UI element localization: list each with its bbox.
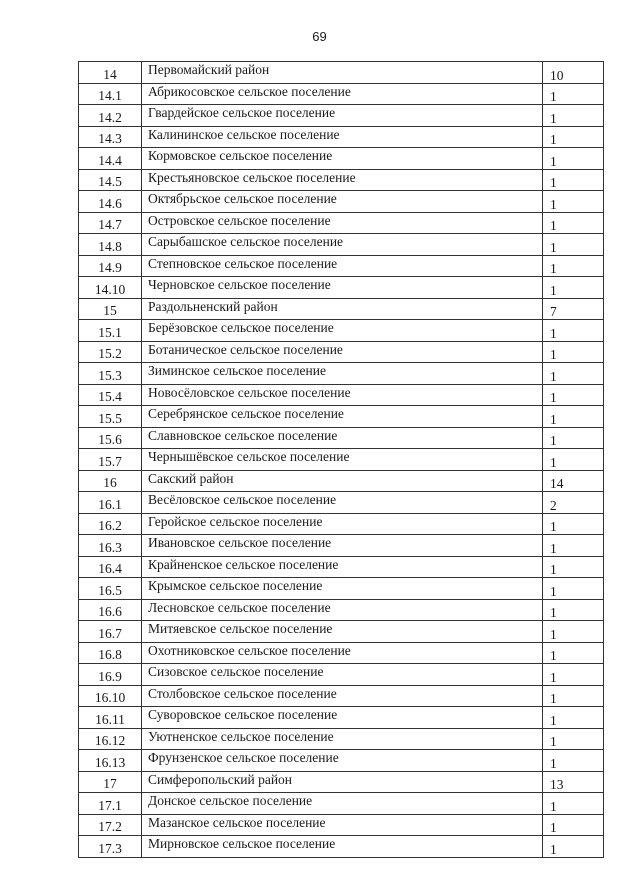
row-number-cell: 16.8: [79, 642, 142, 664]
row-number-cell: 14.1: [79, 83, 142, 105]
row-name-cell: Берёзовское сельское поселение: [142, 320, 543, 342]
row-count-cell: 1: [543, 793, 604, 815]
row-count-cell: 1: [543, 320, 604, 342]
table-row: [79, 427, 604, 449]
row-number-cell: 16.4: [79, 556, 142, 578]
row-name-cell: Симферопольский район: [142, 771, 543, 793]
row-number-cell: 16.3: [79, 535, 142, 557]
row-name-cell: Кормовское сельское поселение: [142, 148, 543, 170]
row-count-cell: 1: [543, 836, 604, 858]
table-row: [79, 341, 604, 363]
row-name-cell: Первомайский район: [142, 62, 543, 84]
row-name-cell: Мазанское сельское поселение: [142, 814, 543, 836]
row-number-cell: 15.5: [79, 406, 142, 428]
row-count-cell: 2: [543, 492, 604, 514]
row-number-cell: 14.9: [79, 255, 142, 277]
table-row: [79, 169, 604, 191]
row-count-cell: 1: [543, 685, 604, 707]
row-count-cell: 1: [543, 148, 604, 170]
table-body: [79, 62, 604, 858]
table-row: [79, 255, 604, 277]
row-number-cell: 14.3: [79, 126, 142, 148]
row-count-cell: 1: [543, 513, 604, 535]
row-count-cell: 1: [543, 83, 604, 105]
row-number-cell: 16.13: [79, 750, 142, 772]
row-count-cell: 1: [543, 578, 604, 600]
row-count-cell: 1: [543, 556, 604, 578]
table-row: [79, 492, 604, 514]
row-count-cell: 1: [543, 105, 604, 127]
row-name-cell: Крайненское сельское поселение: [142, 556, 543, 578]
row-name-cell: Ботаническое сельское поселение: [142, 341, 543, 363]
row-number-cell: 14.7: [79, 212, 142, 234]
row-number-cell: 14.8: [79, 234, 142, 256]
row-name-cell: Раздольненский район: [142, 298, 543, 320]
row-number-cell: 16.12: [79, 728, 142, 750]
row-name-cell: Чернышёвское сельское поселение: [142, 449, 543, 471]
row-count-cell: 1: [543, 728, 604, 750]
row-count-cell: 1: [543, 449, 604, 471]
table-row: [79, 384, 604, 406]
row-name-cell: Охотниковское сельское поселение: [142, 642, 543, 664]
row-count-cell: 1: [543, 814, 604, 836]
table-row: [79, 234, 604, 256]
row-count-cell: 1: [543, 341, 604, 363]
table-row: [79, 728, 604, 750]
row-name-cell: Крестьяновское сельское поселение: [142, 169, 543, 191]
table-row: [79, 449, 604, 471]
table-row: [79, 836, 604, 858]
row-count-cell: 1: [543, 621, 604, 643]
table-row: [79, 707, 604, 729]
row-name-cell: Столбовское сельское поселение: [142, 685, 543, 707]
row-count-cell: 14: [543, 470, 604, 492]
row-number-cell: 14.5: [79, 169, 142, 191]
row-number-cell: 15.1: [79, 320, 142, 342]
row-count-cell: 1: [543, 169, 604, 191]
table-row: [79, 470, 604, 492]
row-number-cell: 14.2: [79, 105, 142, 127]
row-number-cell: 17.1: [79, 793, 142, 815]
row-name-cell: Весёловское сельское поселение: [142, 492, 543, 514]
table-row: [79, 642, 604, 664]
row-count-cell: 1: [543, 707, 604, 729]
row-number-cell: 15.3: [79, 363, 142, 385]
row-count-cell: 1: [543, 642, 604, 664]
table-row: [79, 298, 604, 320]
row-name-cell: Октябрьское сельское поселение: [142, 191, 543, 213]
row-name-cell: Митяевское сельское поселение: [142, 621, 543, 643]
row-name-cell: Крымское сельское поселение: [142, 578, 543, 600]
row-number-cell: 14.10: [79, 277, 142, 299]
row-name-cell: Мирновское сельское поселение: [142, 836, 543, 858]
row-number-cell: 16.6: [79, 599, 142, 621]
table-row: [79, 363, 604, 385]
row-number-cell: 17: [79, 771, 142, 793]
row-name-cell: Сизовское сельское поселение: [142, 664, 543, 686]
row-number-cell: 16.5: [79, 578, 142, 600]
table-row: [79, 320, 604, 342]
row-name-cell: Ивановское сельское поселение: [142, 535, 543, 557]
row-count-cell: 1: [543, 406, 604, 428]
row-name-cell: Уютненское сельское поселение: [142, 728, 543, 750]
row-count-cell: 1: [543, 234, 604, 256]
table-row: [79, 621, 604, 643]
row-name-cell: Степновское сельское поселение: [142, 255, 543, 277]
row-name-cell: Гвардейское сельское поселение: [142, 105, 543, 127]
row-number-cell: 14.6: [79, 191, 142, 213]
table-row: [79, 212, 604, 234]
row-number-cell: 15.7: [79, 449, 142, 471]
table-row: [79, 191, 604, 213]
row-number-cell: 16.1: [79, 492, 142, 514]
row-number-cell: 16: [79, 470, 142, 492]
row-name-cell: Зиминское сельское поселение: [142, 363, 543, 385]
row-name-cell: Сакский район: [142, 470, 543, 492]
row-count-cell: 13: [543, 771, 604, 793]
row-count-cell: 1: [543, 212, 604, 234]
row-count-cell: 7: [543, 298, 604, 320]
table-row: [79, 513, 604, 535]
row-name-cell: Черновское сельское поселение: [142, 277, 543, 299]
row-number-cell: 16.10: [79, 685, 142, 707]
row-name-cell: Донское сельское поселение: [142, 793, 543, 815]
table-row: [79, 277, 604, 299]
table-row: [79, 578, 604, 600]
row-name-cell: Островское сельское поселение: [142, 212, 543, 234]
row-number-cell: 16.11: [79, 707, 142, 729]
row-count-cell: 1: [543, 750, 604, 772]
table-row: [79, 599, 604, 621]
table-row: [79, 814, 604, 836]
row-count-cell: 1: [543, 599, 604, 621]
table-row: [79, 148, 604, 170]
table-row: [79, 556, 604, 578]
row-count-cell: 1: [543, 277, 604, 299]
row-number-cell: 15: [79, 298, 142, 320]
row-number-cell: 15.4: [79, 384, 142, 406]
row-name-cell: Серебрянское сельское поселение: [142, 406, 543, 428]
row-number-cell: 16.7: [79, 621, 142, 643]
table-row: [79, 406, 604, 428]
row-name-cell: Славновское сельское поселение: [142, 427, 543, 449]
row-number-cell: 16.2: [79, 513, 142, 535]
row-name-cell: Геройское сельское поселение: [142, 513, 543, 535]
table-row: [79, 105, 604, 127]
table-row: [79, 685, 604, 707]
row-number-cell: 16.9: [79, 664, 142, 686]
page-number: 69: [312, 29, 327, 44]
table-row: [79, 750, 604, 772]
row-number-cell: 15.2: [79, 341, 142, 363]
table-row: [79, 83, 604, 105]
row-name-cell: Новосёловское сельское поселение: [142, 384, 543, 406]
row-name-cell: Суворовское сельское поселение: [142, 707, 543, 729]
table-row: [79, 62, 604, 84]
row-count-cell: 1: [543, 255, 604, 277]
row-count-cell: 1: [543, 363, 604, 385]
table-row: [79, 771, 604, 793]
row-count-cell: 1: [543, 535, 604, 557]
row-count-cell: 1: [543, 664, 604, 686]
row-number-cell: 15.6: [79, 427, 142, 449]
row-name-cell: Калининское сельское поселение: [142, 126, 543, 148]
row-name-cell: Фрунзенское сельское поселение: [142, 750, 543, 772]
table-row: [79, 793, 604, 815]
row-count-cell: 1: [543, 384, 604, 406]
row-count-cell: 10: [543, 62, 604, 84]
row-name-cell: Лесновское сельское поселение: [142, 599, 543, 621]
settlements-table: [78, 61, 604, 858]
row-number-cell: 17.2: [79, 814, 142, 836]
row-name-cell: Абрикосовское сельское поселение: [142, 83, 543, 105]
row-number-cell: 14.4: [79, 148, 142, 170]
row-number-cell: 14: [79, 62, 142, 84]
table-row: [79, 126, 604, 148]
table-row: [79, 535, 604, 557]
row-number-cell: 17.3: [79, 836, 142, 858]
row-name-cell: Сарыбашское сельское поселение: [142, 234, 543, 256]
table-row: [79, 664, 604, 686]
row-count-cell: 1: [543, 126, 604, 148]
row-count-cell: 1: [543, 191, 604, 213]
row-count-cell: 1: [543, 427, 604, 449]
